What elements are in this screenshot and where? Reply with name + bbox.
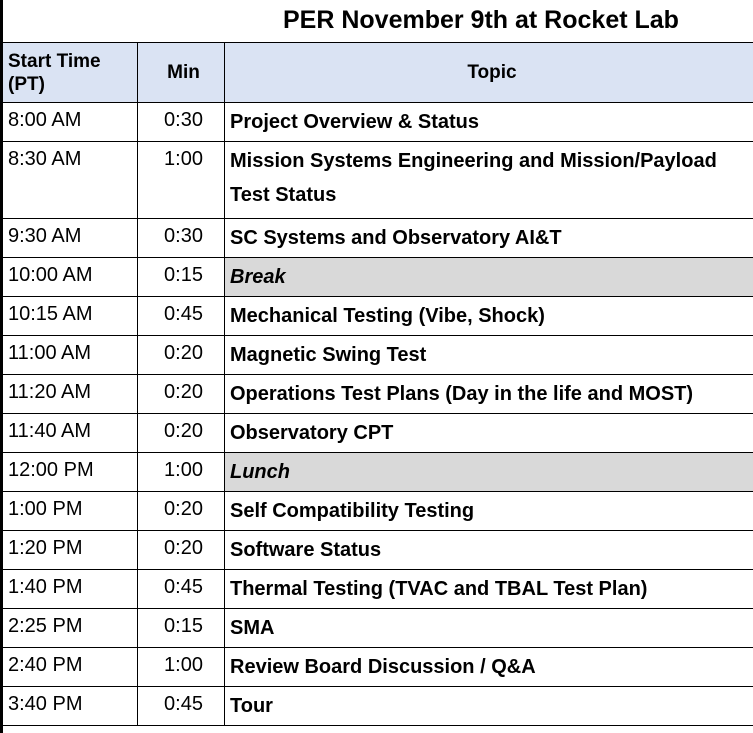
topic-cell: Thermal Testing (TVAC and TBAL Test Plan) xyxy=(225,570,753,609)
min-cell: 0:20 xyxy=(138,336,225,375)
min-cell: 0:45 xyxy=(138,570,225,609)
table-row xyxy=(2,687,753,726)
min-cell: 0:20 xyxy=(138,492,225,531)
topic-cell: Magnetic Swing Test xyxy=(225,336,753,375)
min-cell: 0:45 xyxy=(138,687,225,726)
start-time-cell: 10:15 AM xyxy=(2,297,138,336)
start-time-cell: 1:00 PM xyxy=(2,492,138,531)
topic-cell: Mission Systems Engineering and Mission/Payload Test Status xyxy=(225,142,753,219)
header-topic: Topic xyxy=(225,43,753,103)
topic-cell: SC Systems and Observatory AI&T xyxy=(225,219,753,258)
header-row xyxy=(2,43,753,103)
topic-cell: Operations Test Plans (Day in the life and MOST) xyxy=(225,375,753,414)
min-cell: 0:20 xyxy=(138,531,225,570)
table-row-break xyxy=(2,258,753,297)
start-time-cell: 10:00 AM xyxy=(2,258,138,297)
start-time-cell: 8:30 AM xyxy=(2,142,138,219)
table-row-lunch xyxy=(2,453,753,492)
left-border-tail xyxy=(0,724,3,733)
header-min: Min xyxy=(138,43,225,103)
start-time-cell: 12:00 PM xyxy=(2,453,138,492)
min-cell: 0:30 xyxy=(138,103,225,142)
topic-cell: Self Compatibility Testing xyxy=(225,492,753,531)
table-row xyxy=(2,492,753,531)
topic-cell: Break xyxy=(225,258,753,297)
topic-cell: Review Board Discussion / Q&A xyxy=(225,648,753,687)
min-cell: 0:45 xyxy=(138,297,225,336)
start-time-cell: 11:40 AM xyxy=(2,414,138,453)
start-time-cell: 8:00 AM xyxy=(2,103,138,142)
start-time-cell: 9:30 AM xyxy=(2,219,138,258)
topic-cell: Tour xyxy=(225,687,753,726)
topic-cell: Lunch xyxy=(225,453,753,492)
min-cell: 0:15 xyxy=(138,609,225,648)
min-cell: 0:15 xyxy=(138,258,225,297)
table-row xyxy=(2,570,753,609)
title-row xyxy=(0,0,753,42)
table-row xyxy=(2,648,753,687)
schedule-table xyxy=(0,42,753,726)
min-cell: 0:30 xyxy=(138,219,225,258)
start-time-cell: 2:40 PM xyxy=(2,648,138,687)
table-row xyxy=(2,531,753,570)
table-row xyxy=(2,297,753,336)
topic-cell: Software Status xyxy=(225,531,753,570)
topic-cell: Project Overview & Status xyxy=(225,103,753,142)
min-cell: 1:00 xyxy=(138,142,225,219)
table-row xyxy=(2,103,753,142)
min-cell: 0:20 xyxy=(138,375,225,414)
header-start-time: Start Time (PT) xyxy=(2,43,138,103)
table-row xyxy=(2,142,753,219)
min-cell: 1:00 xyxy=(138,453,225,492)
start-time-cell: 2:25 PM xyxy=(2,609,138,648)
min-cell: 1:00 xyxy=(138,648,225,687)
topic-cell: SMA xyxy=(225,609,753,648)
table-row xyxy=(2,609,753,648)
table-row xyxy=(2,219,753,258)
table-row xyxy=(2,414,753,453)
table-row xyxy=(2,375,753,414)
table-row xyxy=(2,336,753,375)
start-time-cell: 11:00 AM xyxy=(2,336,138,375)
min-cell: 0:20 xyxy=(138,414,225,453)
start-time-cell: 1:20 PM xyxy=(2,531,138,570)
page-title: PER November 9th at Rocket Lab xyxy=(283,6,679,34)
start-time-cell: 11:20 AM xyxy=(2,375,138,414)
topic-cell: Mechanical Testing (Vibe, Shock) xyxy=(225,297,753,336)
start-time-cell: 1:40 PM xyxy=(2,570,138,609)
start-time-cell: 3:40 PM xyxy=(2,687,138,726)
topic-cell: Observatory CPT xyxy=(225,414,753,453)
